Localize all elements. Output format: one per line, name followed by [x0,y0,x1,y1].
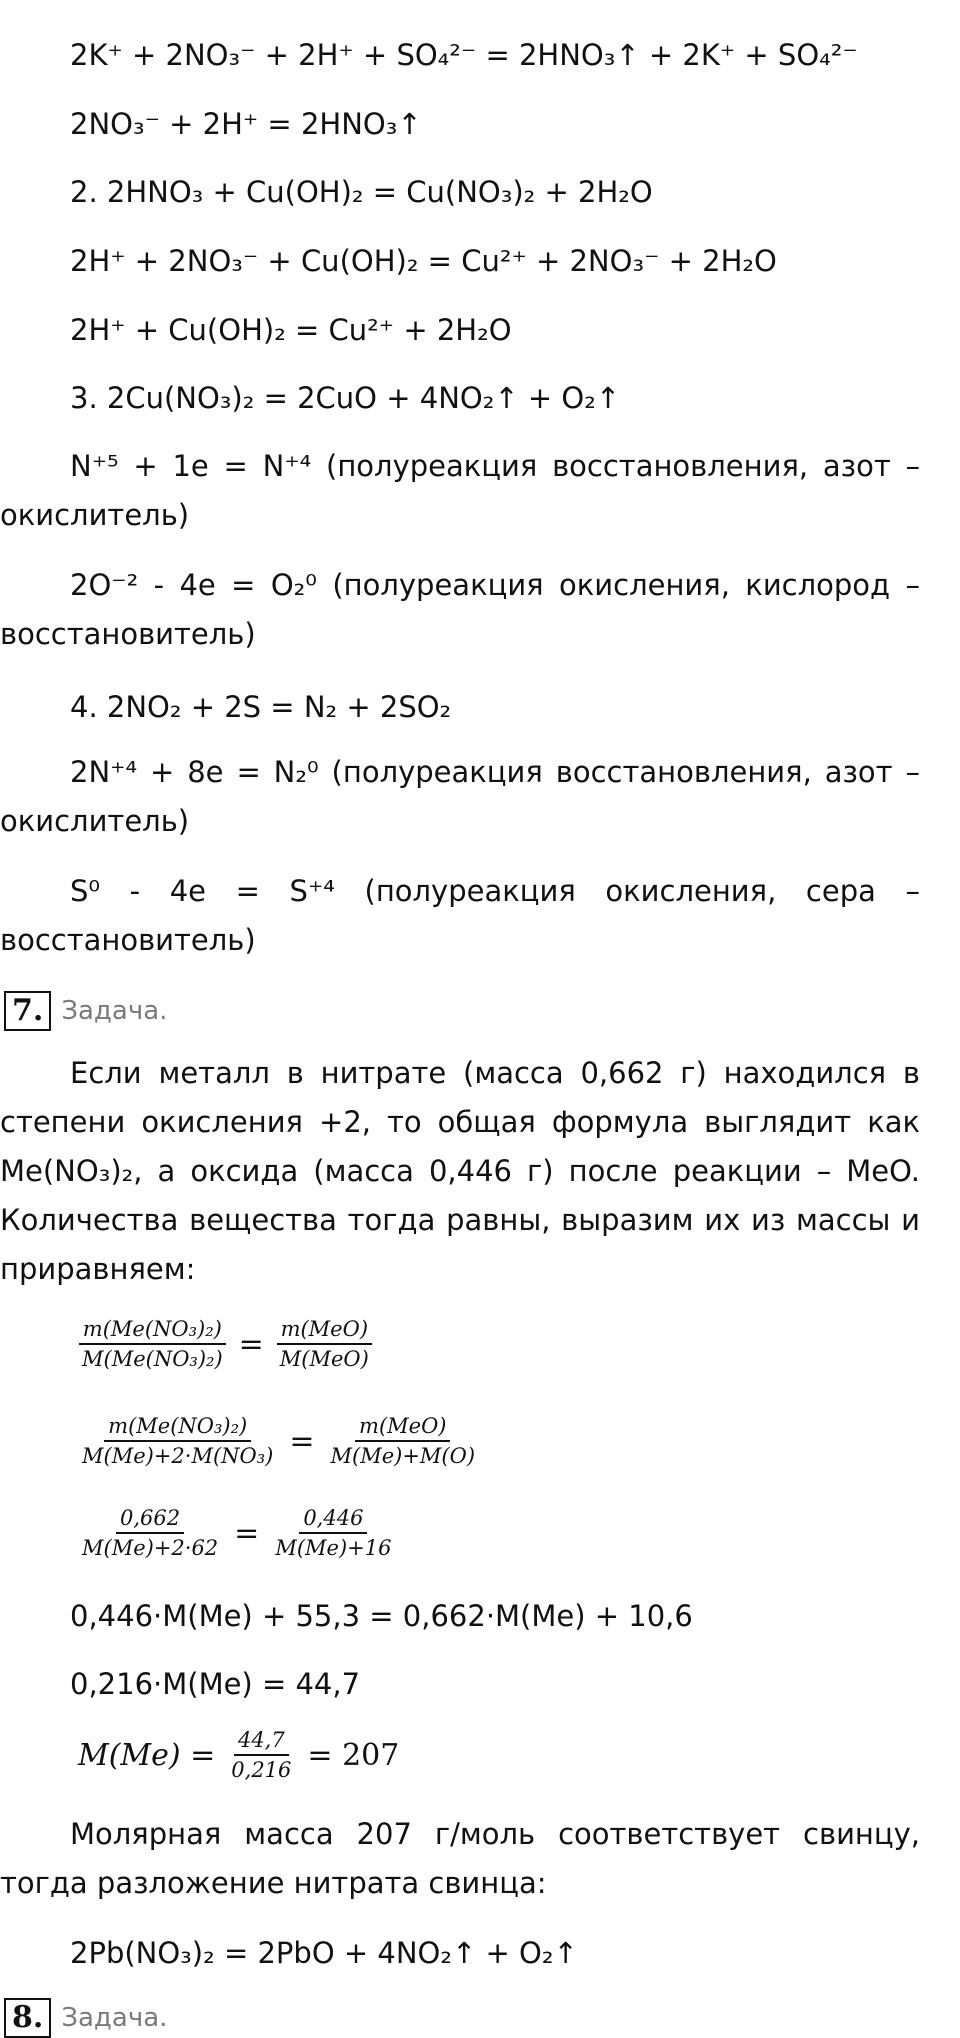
half-reaction-para-4: S⁰ - 4e = S⁺⁴ (полуреакция окисления, сера – восстановитель) [0,874,920,957]
equals-sign: = [234,1515,260,1551]
formula-rhs: = 207 [307,1737,400,1773]
fraction [327,1412,480,1470]
final-equation: 2Pb(NO₃)₂ = 2PbO + 4NO₂↑ + O₂↑ [70,1936,578,1970]
equation-line-3: 2. 2HNO₃ + Cu(OH)₂ = Cu(NO₃)₂ + 2H₂O [70,175,653,209]
denominator: 0,216 [231,1758,292,1782]
equation-line-1: 2K⁺ + 2NO₃⁻ + 2H⁺ + SO₄²⁻ = 2HNO₃↑ + 2K⁺ + SO₄²⁻ [70,38,858,72]
equation-line-7: 4. 2NO₂ + 2S = N₂ + 2SO₂ [70,690,452,724]
equation-step-1: 0,446·M(Me) + 55,3 = 0,662·M(Me) + 10,6 [70,1599,693,1633]
fraction-equation-2 [78,1412,479,1470]
denominator: M(MeO) [279,1347,369,1371]
numerator: 0,662 [116,1504,184,1534]
task-7-intro: Если металл в нитрате (масса 0,662 г) находился в степени окисления +2, то общая формула выглядит как Me(NO₃)₂, а оксида (масса 0,446 г) после реакции – MeO. Количества вещества тогда равны, выразим их из массы и приравняем: [0,1056,920,1286]
half-reaction-para-1: N⁺⁵ + 1e = N⁺⁴ (полуреакция восстановления, азот – окислитель) [0,449,920,532]
half-reaction-para-2: 2O⁻² - 4e = O₂⁰ (полуреакция окисления, кислород – восстановитель) [0,568,920,651]
task-number: 7. [4,991,51,1031]
equation-step-2: 0,216·M(Me) = 44,7 [70,1667,361,1701]
denominator: M(Me)+2·62 [82,1536,219,1560]
task-7-header [4,991,167,1031]
fraction [78,1412,277,1470]
denominator: M(Me)+2·M(NO₃) [82,1444,274,1468]
task-label: Задача. [61,996,168,1026]
fraction [227,1726,295,1784]
equation-line-5: 2H⁺ + Cu(OH)₂ = Cu²⁺ + 2H₂O [70,313,512,347]
numerator: m(MeO) [355,1412,450,1442]
half-reaction-para-3: 2N⁺⁴ + 8e = N₂⁰ (полуреакция восстановления, азот – окислитель) [0,755,920,838]
fraction-equation-4 [78,1726,399,1784]
task-8-header [4,1998,167,2038]
numerator: m(Me(NO₃)₂) [79,1315,226,1345]
numerator: m(MeO) [277,1315,372,1345]
equals-sign: = [238,1326,264,1362]
task-number: 8. [4,1998,51,2038]
fraction [276,1315,373,1373]
equation-line-6: 3. 2Cu(NO₃)₂ = 2CuO + 4NO₂↑ + O₂↑ [70,381,621,415]
fraction-equation-1 [78,1315,373,1373]
task-7-conclusion: Молярная масса 207 г/моль соответствует свинцу, тогда разложение нитрата свинца: [0,1817,920,1900]
equation-line-2: 2NO₃⁻ + 2H⁺ = 2HNO₃↑ [70,107,422,141]
numerator: 0,446 [299,1504,367,1534]
fraction-equation-3 [78,1504,395,1562]
denominator: M(Me(NO₃)₂) [82,1347,223,1371]
equals-sign: = [289,1423,315,1459]
fraction [78,1315,227,1373]
numerator: m(Me(NO₃)₂) [104,1412,251,1442]
task-label: Задача. [61,2003,168,2033]
equation-line-4: 2H⁺ + 2NO₃⁻ + Cu(OH)₂ = Cu²⁺ + 2NO₃⁻ + 2H₂O [70,244,777,278]
fraction [271,1504,395,1562]
denominator: M(Me)+16 [275,1536,392,1560]
formula-lhs: M(Me) = [78,1737,216,1773]
denominator: M(Me)+M(O) [330,1444,476,1468]
fraction [78,1504,222,1562]
numerator: 44,7 [234,1726,289,1756]
